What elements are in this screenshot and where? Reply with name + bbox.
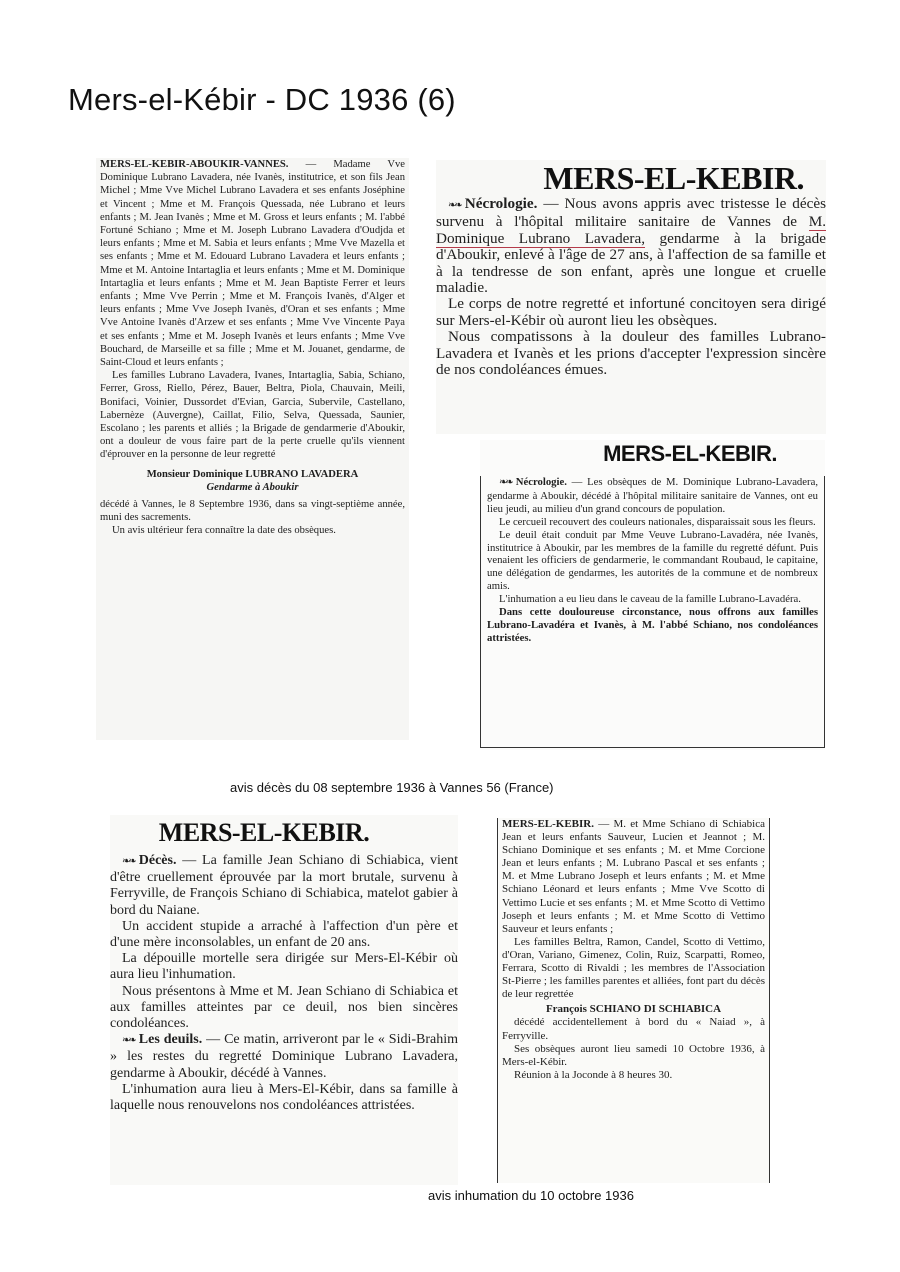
clipping-headline: MERS-EL-KEBIR.: [158, 818, 370, 847]
notice-lead: MERS-EL-KEBIR-ABOUKIR-VANNES.: [100, 159, 289, 170]
necrology-text: — Nous avons appris avec tristesse le décès survenu à l'hôpital militaire sanitaire de Vannes de: [436, 195, 826, 231]
deaths-paragraph-4: Nous présentons à Mme et M. Jean Schiano di Schiabica et aux familles atteintes par ce deuil, nos bien sincères condoléances.: [110, 983, 458, 1032]
clipping-deaths-mourning: [110, 815, 458, 1185]
deceased-name: Monsieur Dominique LUBRANO LAVADERA: [146, 468, 359, 480]
funeral-paragraph-3: Le deuil était conduit par Mme Veuve Lubrano-Lavadéra, née Ivanès, institutrice à Aboukir, par les membres de la famille du regretté défunt. Puis venaient les officiers de gendarmerie, le commandant Roubaud, le capitaine, une délégation de gendarmes, les autorités de la commune et de nombreux amis.: [487, 528, 818, 593]
funeral-lead: Nécrologie.: [515, 476, 567, 488]
clipping-headline: MERS-EL-KEBIR.: [543, 160, 804, 196]
notice-families: Les familles Lubrano Lavadera, Ivanes, Intartaglia, Sabia, Schiano, Ferrer, Gross, Riello, Pérez, Bauer, Beltra, Piola, Chauvain, Meili, Bonifaci, Voinier, Dussordet d'Evian, Garcia, Subervile, Castellano, Labernèze (Auvergne), Caillat, Filio, Selva, Quessada, Saunier, Escolano ; les parents et alliés ; la Brigade de gendarmerie d'Aboukir, ont a douleur de vous faire part de la perte cruelle qu'ils viennent d'éprouver en la personne de leur regretté: [100, 370, 405, 461]
funeral-paragraph-2: Le cercueil recouvert des couleurs nationales, disparaissait sous les fleurs.: [499, 515, 816, 528]
clipping-family-notice-schiano: [497, 818, 770, 1183]
schiano-notice-p4: Ses obsèques auront lieu samedi 10 Octobre 1936, à Mers-el-Kébir.: [502, 1042, 765, 1068]
necrology-lead: Nécrologie.: [464, 195, 538, 212]
caption-burial-notice: avis inhumation du 10 octobre 1936: [428, 1188, 634, 1203]
deaths-lead: Décès.: [138, 853, 177, 868]
funeral-text: — Les obsèques de M. Dominique Lubrano-Lavadera, gendarme à Aboukir, décédé à l'hôpital militaire sanitaire de Vannes, ont eu lieu jeudi, au milieu d'un grand concours de population.: [487, 476, 818, 515]
mourning-lead: Les deuils.: [138, 1032, 203, 1048]
necrology-paragraph-2: Le corps de notre regretté et infortuné concitoyen sera dirigé sur Mers-el-Kébir où auront lieu les obsèques.: [436, 295, 826, 329]
clipping-necrology-large: [436, 160, 826, 434]
schiano-notice-body: — M. et Mme Schiano di Schiabica Jean et leurs enfants Sauveur, Lucien et Jeannot ; M. Schiano Dominique et ses enfants ; M. et Mme Corcione Jean et leurs enfants ; M. Lubrano Pascal et ses enfants ; M. et Mme Lubrano Joseph et leurs enfants ; M. et Mme Schiano Léonard et leurs enfants ; Mme Vve Scotto di Vettimo Lucie et ses enfants ; M. et Mme Scotto di Vettimo Joseph et leurs enfants ; M. et Mme Scotto di Vettimo Sauveur et leurs enfants ;: [502, 818, 766, 935]
notice-closing-2: Un avis ultérieur fera connaître la date des obsèques.: [112, 525, 336, 537]
deaths-paragraph-3: La dépouille mortelle sera dirigée sur Mers-El-Kébir où aura lieu l'inhumation.: [110, 951, 458, 983]
schiano-notice-p5: Réunion à la Joconde à 8 heures 30.: [514, 1068, 673, 1081]
necrology-name-underlined: M. Dominique Lubrano Lavadera,: [436, 213, 826, 247]
fleuron-icon: ❧❧: [499, 477, 512, 488]
deceased-rank: Gendarme à Aboukir: [206, 481, 299, 493]
fleuron-icon: ❧❧: [122, 1035, 135, 1047]
deaths-paragraph: [110, 853, 458, 919]
funeral-paragraph: [487, 476, 818, 516]
clipping-box: [480, 476, 825, 748]
schiano-notice-p3: décédé accidentellement à bord du « Naiad », à Ferryville.: [502, 1016, 765, 1042]
schiano-notice-lead: MERS-EL-KEBIR.: [502, 818, 594, 830]
notice-closing: décédé à Vannes, le 8 Septembre 1936, dans sa vingt-septième année, muni des sacrements.: [100, 499, 405, 524]
schiano-notice-paragraph: [502, 818, 765, 936]
schiano-notice-families: Les familles Beltra, Ramon, Candel, Scotto di Vettimo, d'Oran, Variano, Gimenez, Colin, Ruiz, Scarpatti, Romeo, Ferrara, Scotto di Rivaldi ; les membres de l'Association St-Pierre ; les familles parentes et alliées, font part du décès de leur regrettée: [502, 935, 765, 1001]
clipping-headline: MERS-EL-KEBIR.: [603, 441, 777, 466]
mourning-text: — Ce matin, arriveront par le « Sidi-Brahim » les restes du regretté Dominique Lubrano Lavadera, gendarme à Aboukir, décédé à Vannes.: [110, 1032, 458, 1081]
funeral-paragraph-5: Dans cette douloureuse circonstance, nous offrons aux familles Lubrano-Lavadéra et Ivanès, à M. l'abbé Schiano, nos condoléances attristées.: [487, 606, 818, 644]
funeral-paragraph-4: L'inhumation a eu lieu dans le caveau de la famille Lubrano-Lavadéra.: [499, 593, 801, 606]
mourning-paragraph-2: L'inhumation aura lieu à Mers-El-Kébir, dans sa famille à laquelle nous renouvelons nos condoléances attristées.: [110, 1081, 458, 1114]
clipping-family-death-notice: [96, 158, 409, 740]
notice-paragraph: [100, 158, 405, 369]
deaths-text: — La famille Jean Schiano di Schiabica, vient d'être cruellement éprouvée par la mort brutale, survenu à Ferryville, de François Schiano di Schiabica, matelot gabier à bord du Naiane.: [110, 853, 458, 918]
clipping-necrology-funeral: [480, 440, 825, 750]
notice-body: — Madame Vve Dominique Lubrano Lavadera, née Ivanès, institutrice, et son fils Jean Michel ; Mme Vve Michel Lubrano Lavadera et ses enfants Joséphine et Vincent ; Mme et M. François Quessada, née Lubrano et leurs enfants ; M. Jean Ivanès ; Mme et M. Gross et leurs enfants ; M. l'abbé Fortuné Schiano ; Mme et M. Joseph Lubrano Lavadera d'Oudjda et leurs enfants ; Mme et M. Sabia et leurs enfants ; Mme Vve Mazella et ses enfants ; Mme et M. Edouard Lubrano Lavadera et leurs enfants ; Mme et M. Antoine Intartaglia et leurs enfants ; Mme et M. Dominique Intartaglia et leurs enfants ; Mme et M. Jean Baptiste Ferrer et leurs enfants ; Mme Vve Perrin ; Mme et M. François Ivanès, d'Alger et leurs enfants ; Mme Vve Joseph Ivanès, d'Oran et ses enfants ; Mme Vve Antoine Ivanès d'Arzew et ses enfants ; Mme Vve Vincente Paya et ses enfants ; Mme et M. Joseph Ivanès et leurs enfants ; Mme Vve Bouchard, de Marseille et sa fille ; Mme et M. Jouanet, gendarme, de Saint-Cloud et leurs enfants ;: [100, 159, 405, 369]
schiano-deceased-name: François SCHIANO DI SCHIABICA: [545, 1003, 722, 1016]
mourning-paragraph: [110, 1032, 458, 1082]
fleuron-icon: ❧❧: [122, 856, 135, 867]
fleuron-icon: ❧❧: [448, 200, 461, 211]
deaths-paragraph-2: Un accident stupide a arraché à l'affection d'un père et d'une mère inconsolables, un enfant de 20 ans.: [110, 918, 458, 951]
necrology-paragraph: [436, 196, 826, 296]
necrology-text-2: gendarme à la brigade d'Aboukir, enlevé à l'âge de 27 ans, à l'affection de sa famille et à la tendresse de son enfant, après une longue et cruelle maladie.: [436, 229, 826, 297]
page-title: Mers-el-Kébir - DC 1936 (6): [68, 82, 456, 117]
caption-death-notice: avis décès du 08 septembre 1936 à Vannes 56 (France): [230, 780, 554, 795]
necrology-paragraph-3: Nous compatissons à la douleur des familles Lubrano-Lavadera et Ivanès et les prions d'accepter l'expression sincère de nos condoléances émues.: [436, 328, 826, 379]
